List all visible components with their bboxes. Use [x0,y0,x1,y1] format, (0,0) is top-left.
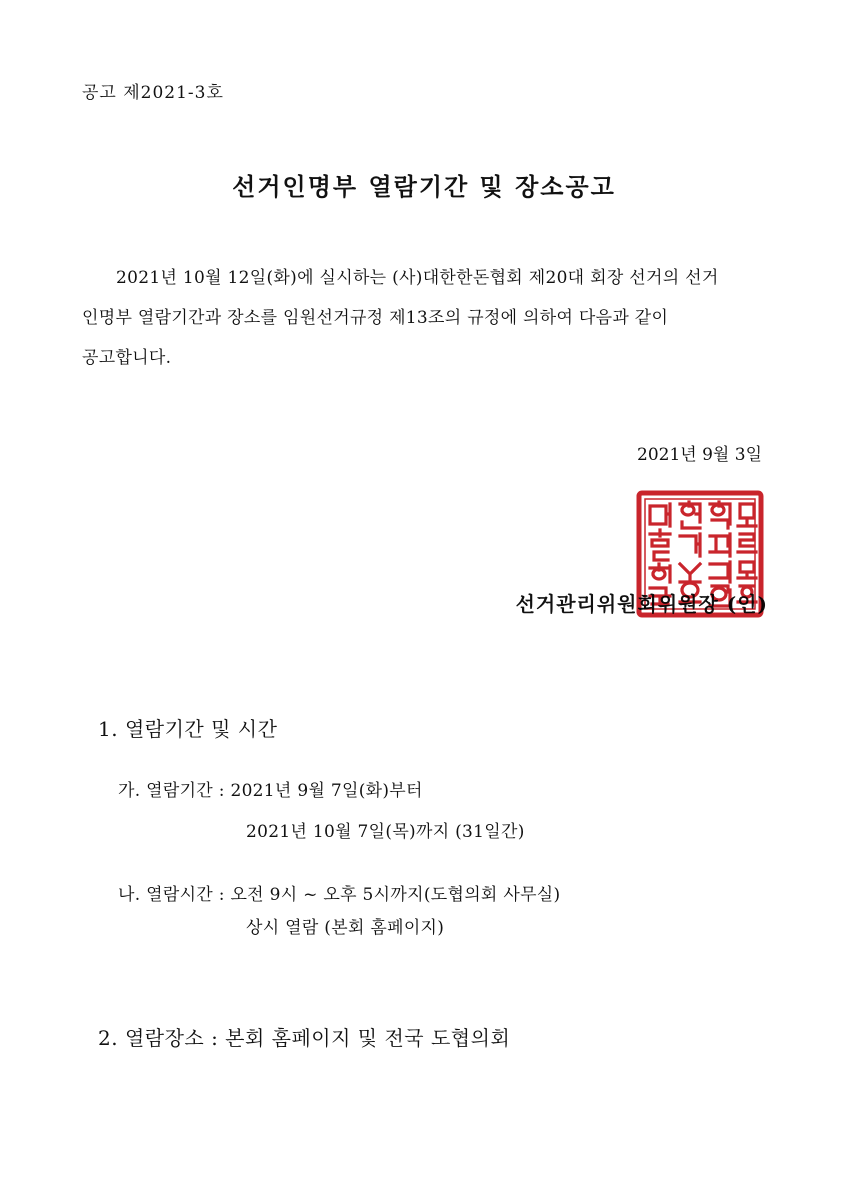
hours-line-1: 나. 열람시간 : 오전 9시 ~ 오후 5시까지(도협의회 사무실) [118,885,561,905]
hours-line-2: 상시 열람 (본회 홈페이지) [246,918,445,938]
period-line-1: 가. 열람기간 : 2021년 9월 7일(화)부터 [118,781,423,801]
body-line-3: 공고합니다. [82,348,172,368]
page-title: 선거인명부 열람기간 및 장소공고 [232,172,616,201]
section-2-title: 2. 열람장소 : 본회 홈페이지 및 전국 도협의회 [98,1026,511,1050]
period-line-2: 2021년 10월 7일(목)까지 (31일간) [246,822,525,842]
notice-date: 2021년 9월 3일 [637,445,762,465]
body-line-1: 2021년 10월 12일(화)에 실시하는 (사)대한한돈협회 제20대 회장 선거의 선거 [116,268,719,288]
body-line-2: 인명부 열람기간과 장소를 임원선거규정 제13조의 규정에 의하여 다음과 같이 [82,308,669,328]
section-1-title: 1. 열람기간 및 시간 [98,717,278,741]
official-seal [636,490,764,618]
signer-name: 선거관리위원회위원장 (인) [515,592,768,616]
notice-number: 공고 제2021-3호 [82,83,224,103]
